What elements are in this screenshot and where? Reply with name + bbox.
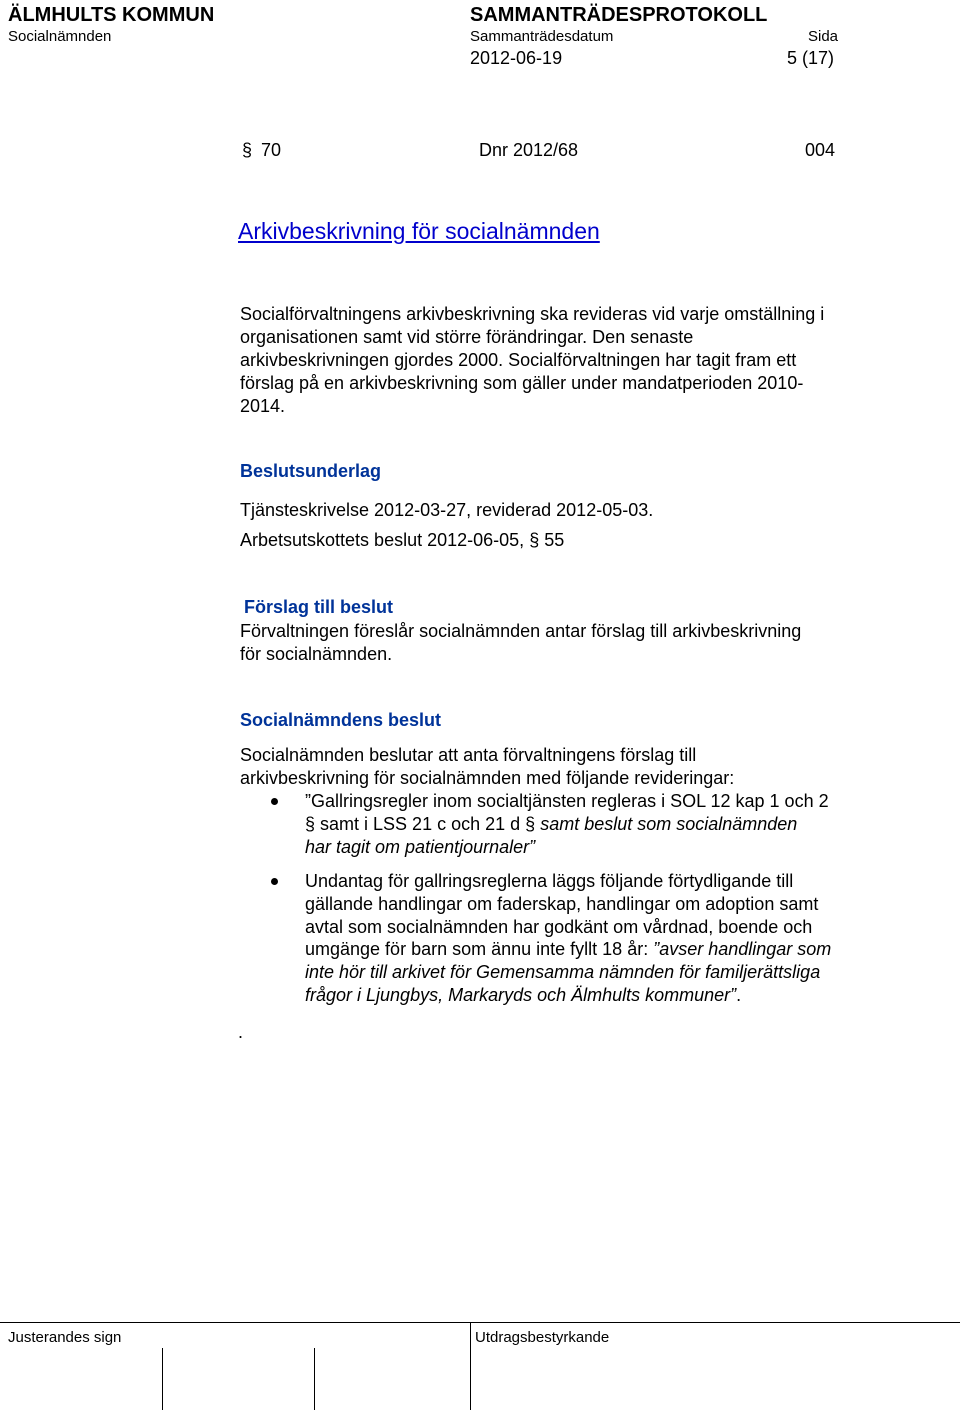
bullet-italic-line: inte hör till arkivet för Gemensamma nämnden för familjerättsliga — [305, 962, 821, 983]
bullet-item — [305, 790, 829, 859]
page-number: 5 (17) — [787, 48, 835, 68]
bullet-italic-text: samt beslut som socialnämnden — [540, 814, 798, 834]
intro-paragraph — [240, 303, 890, 418]
decision-heading: Socialnämndens beslut — [240, 710, 442, 730]
section-symbol: § — [242, 140, 253, 160]
bullet-line: ”Gallringsregler inom socialtjänsten regleras i SOL 12 kap 1 och 2 — [305, 791, 829, 811]
bullet-line — [305, 813, 829, 836]
meeting-date: 2012-06-19 — [470, 48, 563, 68]
section-symbol: § — [529, 530, 540, 550]
signature-box-divider — [162, 1348, 163, 1410]
intro-line: förslag på en arkivbeskrivning som gäller under mandatperioden 2010- — [240, 373, 804, 393]
bullet-icon — [271, 878, 278, 885]
footer-divider — [0, 1322, 960, 1323]
decision-line: Socialnämnden beslutar att anta förvaltningens förslag till — [240, 745, 697, 765]
date-label: Sammanträdesdatum — [470, 28, 614, 45]
doc-type: SAMMANTRÄDESPROTOKOLL — [470, 4, 768, 26]
intro-line: 2014. — [240, 396, 286, 416]
basis-line — [240, 529, 564, 552]
case-code: 004 — [805, 140, 836, 160]
bullet-line — [305, 984, 831, 1007]
bullet-line: avtal som socialnämnden har godkänt om vårdnad, boende och — [305, 916, 813, 937]
intro-line: Socialförvaltningens arkivbeskrivning ska revideras vid varje omställning i — [240, 304, 825, 324]
proposal-line: Förvaltningen föreslår socialnämnden antar förslag till arkivbeskrivning — [240, 621, 802, 641]
intro-line: arkivbeskrivningen gjordes 2000. Socialförvaltningen har tagit fram ett — [240, 350, 797, 370]
bullet-text: samt i LSS 21 c och 21 d — [320, 814, 521, 834]
proposal-line: för socialnämnden. — [240, 644, 393, 664]
basis-heading: Beslutsunderlag — [240, 461, 382, 481]
intro-line: organisationen samt vid större förändringar. Den senaste — [240, 327, 694, 347]
bullet-text: . — [736, 984, 742, 1005]
signature-box-divider — [314, 1348, 315, 1410]
decision-line: arkivbeskrivning för socialnämnden med följande revideringar: — [240, 768, 735, 788]
basis-line-suffix: 55 — [544, 530, 565, 550]
footer-left-label: Justerandes sign — [8, 1329, 122, 1346]
bullet-item — [305, 870, 831, 1007]
section-symbol: § — [525, 814, 536, 834]
footer-right-label: Utdragsbestyrkande — [475, 1329, 610, 1346]
org-name: ÄLMHULTS KOMMUN — [8, 4, 215, 26]
bullet-line: Undantag för gallringsreglerna läggs följande förtydligande till — [305, 871, 794, 891]
case-dnr: Dnr 2012/68 — [479, 140, 579, 160]
signature-box-divider — [470, 1322, 471, 1410]
bullet-line — [305, 938, 831, 961]
case-number: 70 — [261, 140, 282, 160]
bullet-icon — [271, 798, 278, 805]
bullet-italic-text: frågor i Ljungbys, Markaryds och Älmhults kommuner” — [305, 984, 737, 1005]
basis-line-prefix: Arbetsutskottets beslut 2012-06-05, — [240, 530, 525, 550]
stray-dot: . — [238, 1022, 244, 1042]
bullet-line: gällande handlingar om faderskap, handlingar om adoption samt — [305, 893, 819, 914]
proposal-paragraph — [240, 620, 890, 666]
decision-paragraph — [240, 744, 890, 790]
committee-name: Socialnämnden — [8, 28, 112, 45]
section-symbol: § — [305, 814, 316, 834]
page-label: Sida — [808, 28, 839, 45]
bullet-italic-line: har tagit om patientjournaler” — [305, 837, 536, 857]
proposal-heading: Förslag till beslut — [244, 597, 394, 617]
case-title: Arkivbeskrivning för socialnämnden — [238, 218, 600, 244]
bullet-text: umgänge för barn som ännu inte fyllt 18 år: — [305, 939, 649, 960]
basis-line: Tjänsteskrivelse 2012-03-27, reviderad 2012-05-03. — [240, 500, 654, 520]
bullet-italic-text: ”avser handlingar som — [653, 939, 832, 960]
